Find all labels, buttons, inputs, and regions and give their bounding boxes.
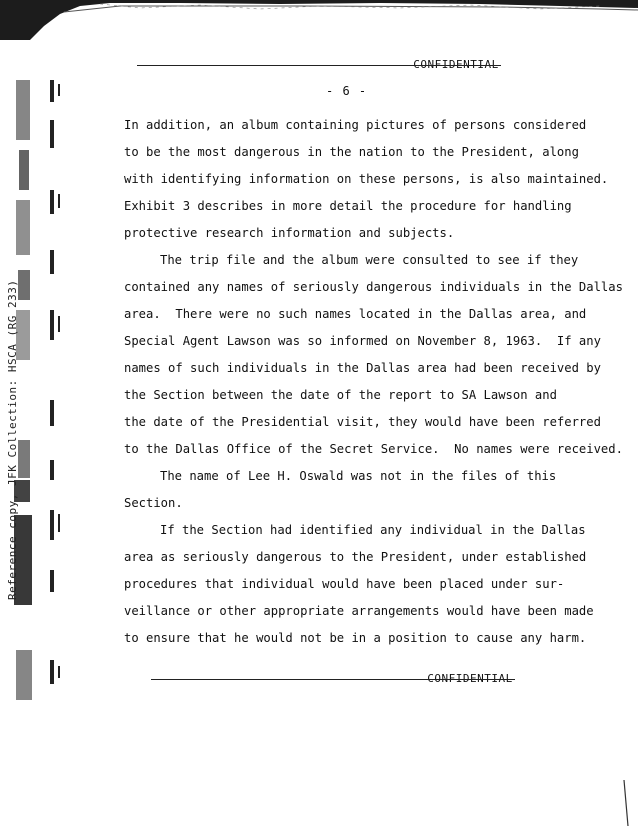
paragraph-1-line-1: In addition, an album containing pictures of persons considered: [124, 118, 587, 132]
footer-classification-marking: [0, 672, 638, 685]
paragraph-4-line-4: veillance or other appropriate arrangements would have been made: [124, 604, 594, 618]
paragraph-2-line-5: names of such individuals in the Dallas area had been received by: [124, 361, 601, 375]
header-classification-text: CONFIDENTIAL: [139, 58, 498, 71]
paragraph-2-line-1: The trip file and the album were consulted to see if they: [160, 253, 579, 267]
paragraph-2-line-7: the date of the Presidential visit, they would have been referred: [124, 415, 601, 429]
header-classification-marking: [0, 58, 638, 71]
page-number: - 6 -: [326, 84, 368, 98]
archive-reference-stamp: Reference copy, JFK Collection: HSCA (RG 233): [6, 279, 19, 600]
paragraph-1-line-3: with identifying information on these persons, is also maintained.: [124, 172, 609, 186]
paragraph-1-line-2: to be the most dangerous in the nation to the President, along: [124, 145, 579, 159]
scanned-top-edge: [0, 0, 638, 40]
scan-artefact-corner: [618, 780, 638, 826]
paragraph-4-line-2: area as seriously dangerous to the President, under established: [124, 550, 587, 564]
paragraph-3-line-1: The name of Lee H. Oswald was not in the files of this: [160, 469, 557, 483]
paragraph-2-line-3: area. There were no such names located in the Dallas area, and: [124, 307, 587, 321]
paragraph-1-line-5: protective research information and subjects.: [124, 226, 455, 240]
paragraph-4-line-5: to ensure that he would not be in a position to cause any harm.: [124, 631, 587, 645]
paragraph-4-line-1: If the Section had identified any individual in the Dallas: [160, 523, 586, 537]
paragraph-3-line-2: Section.: [124, 496, 183, 510]
document-body: [124, 112, 624, 652]
paragraph-2-line-6: the Section between the date of the report to SA Lawson and: [124, 388, 557, 402]
paragraph-1-line-4: Exhibit 3 describes in more detail the procedure for handling: [124, 199, 572, 213]
paragraph-2-line-2: contained any names of seriously dangerous individuals in the Dallas: [124, 280, 623, 294]
paragraph-4-line-3: procedures that individual would have been placed under sur-: [124, 577, 565, 591]
paragraph-2-line-8: to the Dallas Office of the Secret Service. No names were received.: [124, 442, 623, 456]
paragraph-2-line-4: Special Agent Lawson was so informed on November 8, 1963. If any: [124, 334, 601, 348]
footer-classification-text: CONFIDENTIAL: [153, 672, 512, 685]
